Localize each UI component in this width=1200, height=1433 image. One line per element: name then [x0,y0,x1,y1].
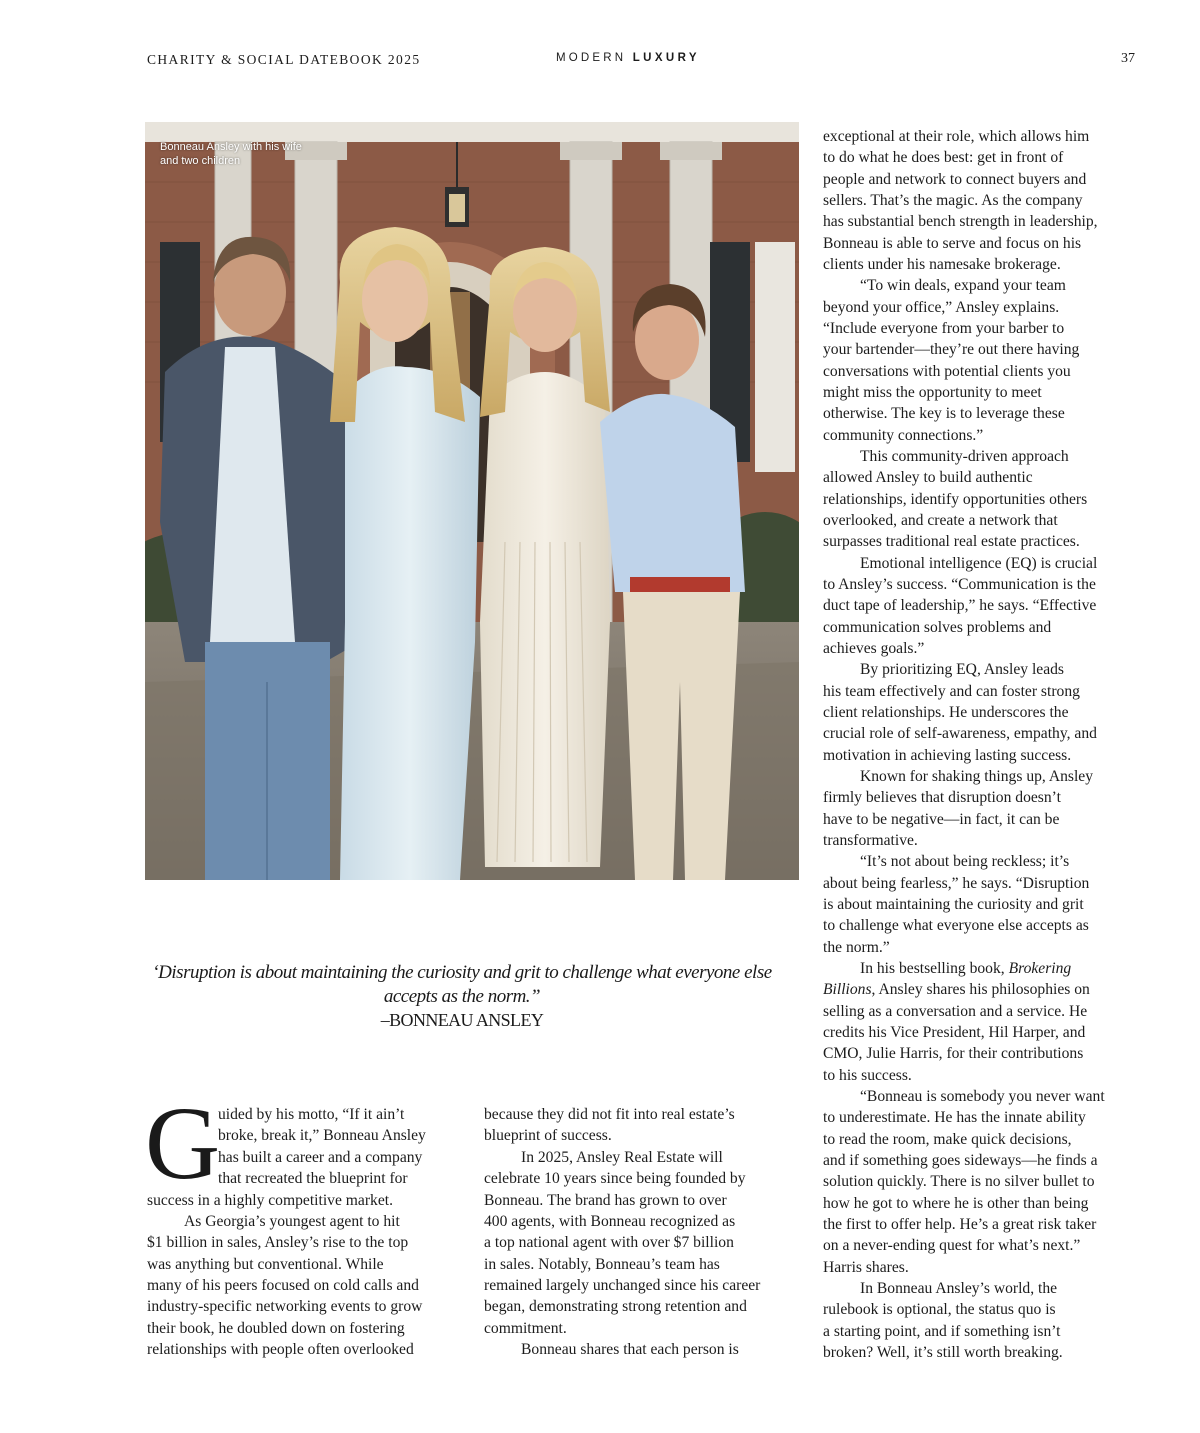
text-line: community connections.” [823,427,984,444]
text-line: surpasses traditional real estate practices. [823,533,1080,550]
text-line: firmly believes that disruption doesn’t [823,789,1061,806]
text-line: has built a career and a company [218,1149,423,1166]
text-line: motivation in achieving lasting success. [823,747,1072,764]
text-line: overlooked, and create a network that [823,512,1058,529]
text-run: In his bestselling book, [860,960,1009,977]
text-line: Bonneau is able to serve and focus on his [823,235,1082,252]
text-line: about being fearless,” he says. “Disruption [823,875,1090,892]
brand-word-luxury: LUXURY [632,52,700,64]
text-line: selling as a conversation and a service. He [823,1003,1088,1020]
text-line: a top national agent with over $7 billion [484,1234,734,1251]
pull-quote [150,961,774,1031]
pull-quote-attribution: –BONNEAU ANSLEY [380,1010,544,1030]
text-line: CMO, Julie Harris, for their contributions [823,1045,1084,1062]
text-line: might miss the opportunity to meet [823,384,1042,401]
text-line: solution quickly. There is no silver bullet to [823,1173,1095,1190]
text-line: clients under his namesake brokerage. [823,256,1061,273]
text-line: client relationships. He underscores the [823,704,1069,721]
text-line: communication solves problems and [823,619,1052,636]
text-line: many of his peers focused on cold calls and [147,1277,419,1294]
text-line: conversations with potential clients you [823,363,1071,380]
text-line: credits his Vice President, Hil Harper, and [823,1024,1086,1041]
text-line: Emotional intelligence (EQ) is crucial [860,555,1098,572]
text-line: that recreated the blueprint for [218,1170,408,1187]
text-line: to his success. [823,1067,912,1084]
book-title: Billions [823,981,872,998]
text-line: relationships with people often overlooked [147,1341,414,1358]
text-line: industry-specific networking events to grow [147,1298,423,1315]
family-photo [145,122,799,880]
text-line: began, demonstrating strong retention and [484,1298,747,1315]
text-line: By prioritizing EQ, Ansley leads [860,661,1064,678]
text-line: beyond your office,” Ansley explains. [823,299,1060,316]
text-line: success in a highly competitive market. [147,1192,393,1209]
photo-caption: Bonneau Ansley with his wife and two children [160,141,302,167]
text-line: 400 agents, with Bonneau recognized as [484,1213,736,1230]
brand-word-modern: MODERN [556,52,627,64]
brand-logo [556,52,700,64]
text-line: transformative. [823,832,918,849]
text-line: In 2025, Ansley Real Estate will [521,1149,723,1166]
text-line: the first to offer help. He’s a great risk taker [823,1216,1097,1233]
text-line: the norm.” [823,939,890,956]
text-line: This community-driven approach [860,448,1069,465]
text-line: allowed Ansley to build authentic [823,469,1033,486]
text-line: was anything but conventional. While [147,1256,384,1273]
text-line: people and network to connect buyers and [823,171,1087,188]
text-line: duct tape of leadership,” he says. “Effective [823,597,1097,614]
text-line: Bonneau. The brand has grown to over [484,1192,727,1209]
person-mother [480,247,610,867]
text-line: crucial role of self-awareness, empathy, and [823,725,1097,742]
text-line: exceptional at their role, which allows him [823,128,1090,145]
text-line: is about maintaining the curiosity and grit [823,896,1084,913]
text-line: to underestimate. He has the innate ability [823,1109,1086,1126]
text-line: celebrate 10 years since being founded by [484,1170,746,1187]
text-line: to challenge what everyone else accepts as [823,917,1089,934]
text-line: achieves goals.” [823,640,925,657]
text-line: “To win deals, expand your team [860,277,1066,294]
page-number: 37 [1121,51,1135,66]
text-line: sellers. That’s the magic. As the company [823,192,1083,209]
text-line: Harris shares. [823,1259,909,1276]
section-title: CHARITY & SOCIAL DATEBOOK 2025 [147,52,421,67]
text-line: commitment. [484,1320,567,1337]
text-line: to read the room, make quick decisions, [823,1131,1072,1148]
text-line: his team effectively and can foster strong [823,683,1080,700]
family-photo-illustration [145,122,799,880]
text-line: to do what he does best: get in front of [823,149,1064,166]
text-line: how he got to where he is other than being [823,1195,1089,1212]
text-line: “It’s not about being reckless; it’s [860,853,1070,870]
text-line: their book, he doubled down on fostering [147,1320,405,1337]
text-line: blueprint of success. [484,1127,612,1144]
pull-quote-text: ‘Disruption is about maintaining the curiosity and grit to challenge what everyone else accepts as the norm.” [152,962,772,1007]
book-title: Brokering [1008,960,1072,977]
text-line: rulebook is optional, the status quo is [823,1301,1056,1318]
text-line: As Georgia’s youngest agent to hit [184,1213,400,1230]
text-line: broken? Well, it’s still worth breaking. [823,1344,1063,1361]
text-line: in sales. Notably, Bonneau’s team has [484,1256,720,1273]
text-line: In Bonneau Ansley’s world, the [860,1280,1058,1297]
text-run: , Ansley shares his philosophies on [871,981,1090,998]
text-line: has substantial bench strength in leadership, [823,213,1098,230]
text-line: and if something goes sideways—he finds a [823,1152,1098,1169]
text-line [860,958,1071,979]
text-line [823,979,1090,1000]
text-line: your bartender—they’re out there having [823,341,1080,358]
text-line: broke, break it,” Bonneau Ansley [218,1127,426,1144]
text-line: remained largely unchanged since his career [484,1277,761,1294]
text-line: uided by his motto, “If it ain’t [218,1106,405,1123]
drop-cap: G [145,1086,221,1201]
text-line: Known for shaking things up, Ansley [860,768,1094,785]
text-line: otherwise. The key is to leverage these [823,405,1065,422]
text-line: to Ansley’s success. “Communication is the [823,576,1096,593]
text-line: have to be negative—in fact, it can be [823,811,1060,828]
text-line: $1 billion in sales, Ansley’s rise to the top [147,1234,409,1251]
text-line: “Bonneau is somebody you never want [860,1088,1105,1105]
text-line: “Include everyone from your barber to [823,320,1065,337]
text-line: Bonneau shares that each person is [521,1341,739,1358]
text-line: on a never-ending quest for what’s next.” [823,1237,1081,1254]
text-line: relationships, identify opportunities others [823,491,1088,508]
text-line: a starting point, and if something isn’t [823,1323,1061,1340]
text-line: because they did not fit into real estate’s [484,1106,735,1123]
